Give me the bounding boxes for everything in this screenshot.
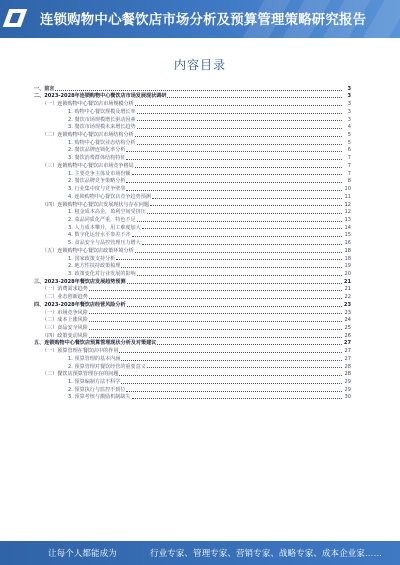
toc-entry-label: 3. 预算考核与激励机制缺失 [68, 394, 131, 401]
toc-entry-page: 11 [344, 193, 351, 200]
toc-entry[interactable] [34, 84, 351, 92]
toc-entry-label: 2. 预算管理对餐饮经营的重要意义 [68, 363, 146, 370]
toc-entry[interactable] [34, 184, 351, 192]
toc-entry-page: 3 [347, 108, 351, 115]
toc-leader-dots [132, 174, 342, 175]
toc-entry-page: 25 [344, 325, 351, 331]
toc-entry-label: （一）市场竞争风险 [42, 309, 88, 316]
toc-entry-label: 3. 餐饮消费群体结构特征 [68, 155, 126, 162]
toc-entry-label: 1. 国家政策支持分析 [68, 255, 116, 262]
toc-leader-dots [126, 391, 342, 392]
toc-entry[interactable] [34, 138, 351, 146]
toc-entry-label: 3. 政策变化对行业发展的影响 [68, 270, 136, 277]
toc-entry[interactable] [34, 262, 351, 270]
toc-entry-label: 2. 餐饮品牌连锁化率分析 [68, 147, 126, 154]
toc-entry[interactable] [34, 115, 351, 123]
toc-leader-dots [126, 151, 342, 152]
toc-entry-page: 16 [344, 240, 351, 247]
toc-entry-label: 四、2023-2028年餐饮店经营风险分析 [34, 301, 126, 308]
toc-entry-page: 15 [344, 232, 351, 239]
toc-entry-page: 29 [344, 379, 351, 386]
toc-leader-dots [119, 352, 342, 353]
toc-entry[interactable] [34, 300, 351, 308]
toc-entry-label: （二）业态创新趋势 [42, 294, 88, 301]
toc-entry-label: （二）成本上涨风险 [42, 317, 88, 324]
toc-entry[interactable] [34, 246, 351, 254]
toc-entry[interactable] [34, 107, 351, 115]
page-footer-banner [0, 541, 400, 565]
toc-entry-page: 13 [344, 216, 351, 223]
toc-leader-dots [137, 128, 342, 129]
toc-entry-page: 27 [344, 348, 351, 355]
toc-entry-label: 3. 行业集中度与竞争壁垒 [68, 186, 126, 193]
toc-entry[interactable] [34, 169, 351, 177]
toc-leader-dots [89, 290, 342, 291]
toc-entry[interactable] [34, 339, 351, 347]
toc-entry-label: （一）消费需求趋势 [42, 286, 88, 293]
toc-entry-page: 22 [344, 294, 351, 301]
toc-entry-page: 21 [343, 278, 351, 285]
toc-entry-label: （一）预算管理在餐饮店中的作用 [42, 348, 119, 355]
toc-entry-label: （三）食品安全风险 [42, 325, 88, 331]
toc-entry[interactable] [34, 92, 351, 100]
toc-entry-label: 二、2023-2028年连锁购物中心餐饮店市场发展现状调研 [34, 93, 167, 100]
toc-entry-page: 26 [344, 332, 351, 339]
toc-leader-dots [135, 105, 342, 106]
table-of-contents [34, 84, 351, 400]
toc-entry-label: （五）连锁购物中心餐饮店政策环境分析 [42, 247, 134, 254]
toc-entry[interactable] [34, 161, 351, 169]
toc-entry-label: 1. 预算编制方法不科学 [68, 379, 121, 386]
toc-entry-label: （二）连锁购物中心餐饮店市场结构分析 [42, 132, 134, 139]
toc-leader-dots [147, 213, 342, 214]
footer-slogan: 让每个人都能成为 [48, 548, 117, 558]
toc-entry-page: 3 [347, 116, 351, 123]
toc-leader-dots [126, 182, 342, 183]
toc-entry-label: 2. 餐饮市场规模增长驱动因素 [68, 116, 136, 123]
toc-entry[interactable] [34, 362, 351, 370]
toc-leader-dots [89, 298, 342, 299]
toc-entry-label: 3. 人力成本攀升，用工难度加大 [68, 224, 141, 231]
toc-entry-page: 3 [347, 101, 351, 108]
toc-entry[interactable] [34, 254, 351, 262]
toc-entry-page: 29 [344, 386, 351, 393]
toc-entry-page: 5 [347, 132, 351, 139]
toc-entry-page: 18 [344, 247, 351, 254]
toc-leader-dots [89, 337, 342, 338]
toc-entry-page: 3 [347, 85, 351, 92]
toc-entry-label: （一）连锁购物中心餐饮店市场规模分析 [42, 101, 134, 108]
toc-entry-label: 1. 购物中心餐饮业态结构分析 [68, 139, 136, 146]
toc-leader-dots [157, 344, 342, 345]
toc-entry-page: 8 [347, 178, 351, 185]
toc-leader-dots [121, 267, 342, 268]
toc-entry[interactable] [34, 346, 351, 354]
toc-entry-page: 3 [347, 93, 351, 100]
toc-entry-label: 4. 连锁购物中心餐饮店竞争趋势预测 [68, 193, 151, 200]
toc-leader-dots [89, 329, 342, 330]
toc-entry-page: 5 [347, 139, 351, 146]
toc-leader-dots [142, 228, 342, 229]
toc-entry-label: 2. 地方性扶持政策梳理 [68, 263, 121, 270]
toc-entry[interactable] [34, 277, 351, 285]
report-title: 连锁购物中心餐饮店市场分析及预算管理策略研究报告 [40, 12, 367, 27]
toc-entry-page: 21 [344, 286, 351, 293]
toc-entry-page: 7 [347, 170, 351, 177]
toc-leader-dots [132, 236, 342, 237]
toc-entry-page: 28 [344, 371, 351, 378]
toc-leader-dots [137, 275, 342, 276]
toc-entry-label: （二）餐饮店预算管理存在的问题 [42, 371, 119, 378]
toc-entry-label: 3. 餐饮市场规模未来增长趋势 [68, 124, 136, 131]
toc-entry[interactable] [34, 269, 351, 277]
toc-leader-dots [147, 367, 342, 368]
toc-entry[interactable] [34, 153, 351, 161]
toc-entry-label: 1. 租金成本高企，盈利空间受挤压 [68, 209, 146, 216]
toc-entry-page: 27 [343, 340, 351, 347]
toc-entry-label: 一、前言 [34, 85, 55, 92]
toc-leader-dots [135, 252, 342, 253]
toc-entry-label: 2. 菜品同质化严重，特色不足 [68, 216, 136, 223]
toc-leader-dots [137, 120, 342, 121]
toc-entry-page: 12 [344, 209, 351, 216]
toc-entry[interactable] [34, 377, 351, 385]
toc-entry-page: 6 [347, 147, 351, 154]
toc-entry[interactable] [34, 208, 351, 216]
toc-leader-dots [132, 398, 342, 399]
toc-entry-label: 1. 主要竞争主体及市场份额 [68, 170, 131, 177]
toc-entry-label: 三、2023-2028年餐饮店发展趋势预测 [34, 278, 126, 285]
toc-entry-page: 12 [344, 201, 351, 208]
toc-leader-dots [89, 313, 342, 314]
toc-entry-label: 1. 预算管理的基本内涵 [68, 355, 121, 362]
toc-entry-page: 18 [344, 255, 351, 262]
toc-leader-dots [126, 159, 342, 160]
toc-entry[interactable] [34, 99, 351, 107]
toc-entry-page: 20 [344, 270, 351, 277]
toc-entry-page: 7 [347, 155, 351, 162]
toc-entry-label: 1. 购物中心餐饮规模及增长率 [68, 108, 136, 115]
toc-leader-dots [126, 190, 342, 191]
toc-entry[interactable] [34, 292, 351, 300]
toc-leader-dots [167, 97, 342, 98]
toc-entry[interactable] [34, 130, 351, 138]
toc-entry[interactable] [34, 393, 351, 401]
toc-entry-label: （三）连锁购物中心餐饮店市场竞争格局 [42, 162, 134, 169]
toc-entry-page: 23 [343, 301, 351, 308]
toc-entry[interactable] [34, 231, 351, 239]
hexagon-logo-icon [3, 9, 28, 27]
toc-entry[interactable] [34, 316, 351, 324]
toc-entry[interactable] [34, 123, 351, 131]
toc-leader-dots [142, 244, 342, 245]
toc-leader-dots [127, 283, 342, 284]
toc-entry-page: 27 [344, 355, 351, 362]
toc-entry[interactable] [34, 238, 351, 246]
toc-leader-dots [137, 221, 342, 222]
toc-entry-page: 23 [344, 309, 351, 316]
toc-entry-label: （四）连锁购物中心餐饮店发展现状与存在问题 [42, 201, 149, 208]
toc-leader-dots [135, 167, 342, 168]
page-header-banner [0, 0, 400, 38]
toc-entry-page: 30 [344, 394, 351, 401]
toc-entry-label: 2. 预算执行与监控不到位 [68, 386, 126, 393]
toc-entry[interactable] [34, 323, 351, 331]
toc-entry[interactable] [34, 308, 351, 316]
toc-heading: 内容目录 [173, 58, 226, 72]
toc-entry-page: 24 [344, 317, 351, 324]
toc-entry-label: 5. 食品安全与品控管理压力增大 [68, 240, 141, 247]
toc-entry[interactable] [34, 385, 351, 393]
toc-entry-page: 10 [344, 186, 351, 193]
toc-entry[interactable] [34, 285, 351, 293]
toc-leader-dots [152, 198, 342, 199]
toc-entry[interactable] [34, 177, 351, 185]
toc-leader-dots [135, 136, 342, 137]
toc-entry[interactable] [34, 146, 351, 154]
toc-entry-page: 7 [347, 162, 351, 169]
toc-entry-page: 19 [344, 263, 351, 270]
toc-entry[interactable] [34, 223, 351, 231]
toc-entry[interactable] [34, 215, 351, 223]
toc-entry[interactable] [34, 192, 351, 200]
toc-entry-page: 4 [347, 124, 351, 131]
toc-entry-label: 4. 数字化运营水平参差不齐 [68, 232, 131, 239]
toc-entry[interactable] [34, 354, 351, 362]
toc-entry-label: 五、连锁购物中心餐饮店预算管理现状分析及对策建议 [34, 340, 157, 347]
toc-entry-page: 28 [344, 363, 351, 370]
toc-entry[interactable] [34, 331, 351, 339]
toc-leader-dots [121, 383, 342, 384]
toc-entry-label: 2. 餐饮品牌竞争策略分析 [68, 178, 126, 185]
toc-leader-dots [121, 360, 342, 361]
footer-roles: 行业专家、管理专家、营销专家、战略专家、成本企业家…… [150, 548, 383, 558]
toc-entry[interactable] [34, 370, 351, 378]
toc-leader-dots [137, 144, 342, 145]
toc-leader-dots [119, 375, 342, 376]
toc-leader-dots [150, 205, 342, 206]
toc-entry-page: 14 [344, 224, 351, 231]
toc-entry[interactable] [34, 200, 351, 208]
toc-leader-dots [55, 90, 342, 91]
toc-leader-dots [116, 259, 342, 260]
toc-leader-dots [137, 113, 342, 114]
toc-entry-label: （四）政策变动风险 [42, 332, 88, 339]
toc-leader-dots [127, 306, 342, 307]
toc-leader-dots [89, 321, 342, 322]
